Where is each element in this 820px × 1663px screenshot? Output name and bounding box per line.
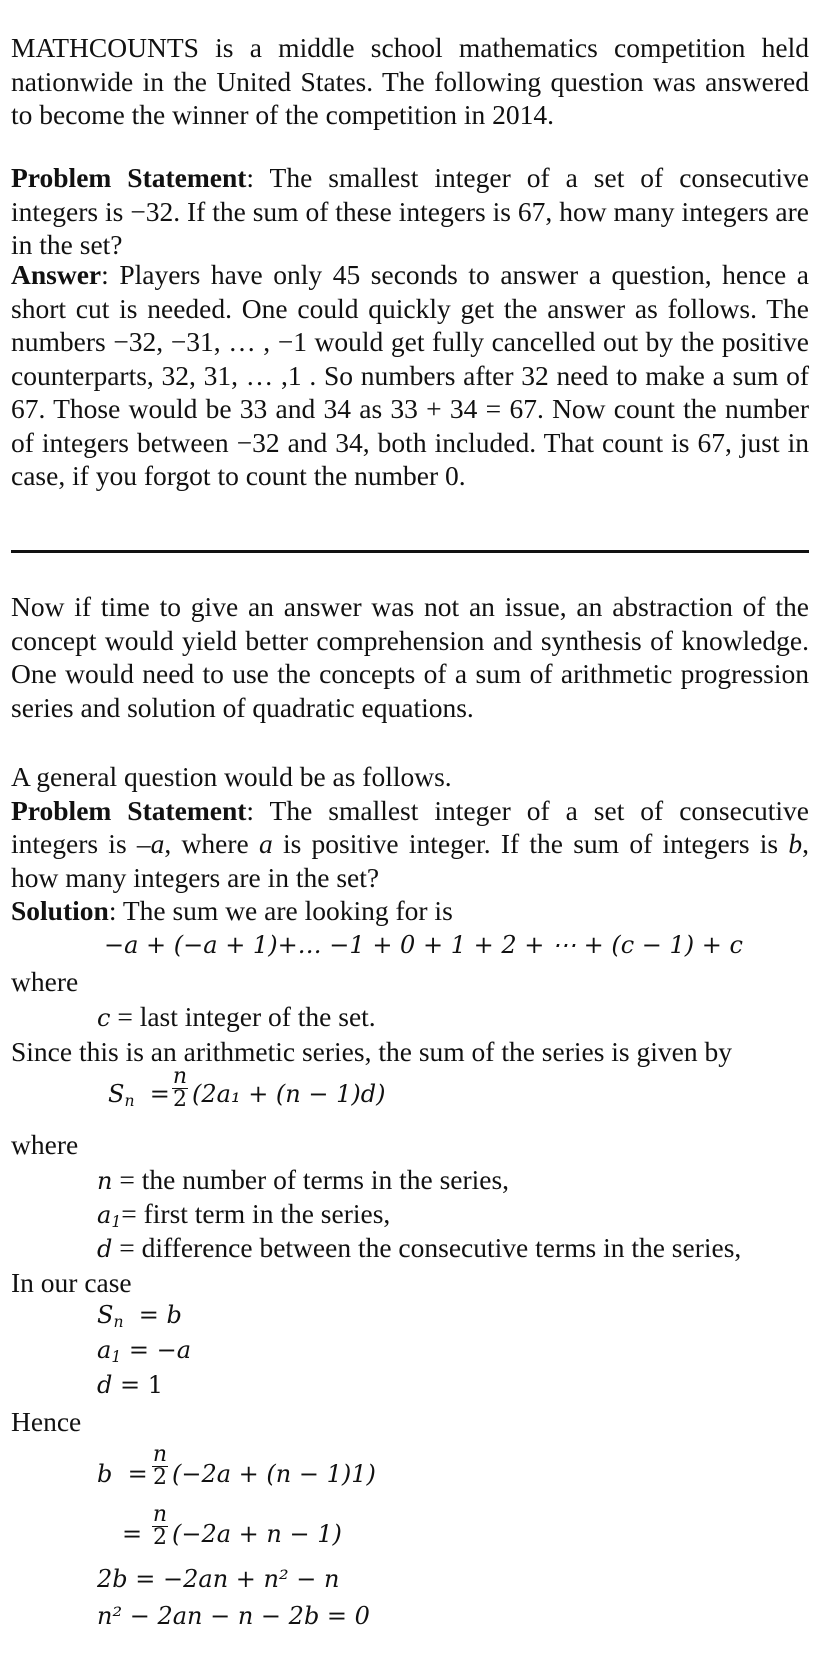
case-d-rhs: = 1	[112, 1371, 164, 1399]
c-def-var: c	[97, 1004, 111, 1032]
sn-fraction: n 2	[172, 1064, 188, 1112]
def-d: d = difference between the consecutive terms in the series,	[97, 1232, 742, 1263]
problem-2-var-b: b	[788, 828, 803, 859]
abstraction-paragraph	[11, 590, 809, 724]
answer-text: : Players have only 45 seconds to answer a question, hence a short cut is needed. One could quickly get the answer as follows. The numbers −32, −31, … , −1 would get fully cancelled out by the positive counterparts, 32, 31, … ,1 . So numbers after 32 need to make a sum of 67. Those would be 33 and 34 as 33 + 34 = 67. Now count the number of integers between −32 and 34, both included. That count is 67, just in case, if you forgot to count the number 0.	[11, 259, 809, 491]
case-a1: $a_1 = -a$	[97, 1336, 192, 1366]
case-sn: $S_n = b$	[97, 1301, 182, 1331]
problem-2-var-a: a	[150, 828, 165, 859]
sum-expression: −a + (−a + 1)+… −1 + 0 + 1 + 2 + ⋯ + (c − 1) + c	[104, 931, 743, 959]
eq3: 2b = −2an + n² − n	[97, 1565, 340, 1593]
case-sn-rhs: = b	[138, 1301, 182, 1329]
eq1-rhs: (−2a + (n − 1)1)	[172, 1460, 376, 1488]
problem-2-text-a: : The smallest integer of a set of consecutive integers is –	[11, 794, 810, 859]
c-def-text: = last integer of the set.	[110, 1001, 376, 1032]
problem-2-var-a2: a	[258, 828, 273, 859]
eq2-lhs: =	[122, 1520, 143, 1548]
problem-2-text-d: , how many integers are in the set?	[11, 828, 809, 893]
def-n-text: = the number of terms in the series,	[112, 1164, 510, 1195]
abstraction-text: Now if time to give an answer was not an issue, an abstraction of the concept would yield better comprehension and synthesis of knowledge. One would need to use the concepts of a sum of arithmetic progression series and solution of quadratic equations.	[11, 591, 809, 723]
problem-2-text-c: is positive integer. If the sum of integers is	[272, 828, 789, 859]
problem-1-label: Problem Statement	[11, 162, 247, 193]
solution-label: Solution	[11, 895, 109, 926]
def-a1: $a_1=$ first term in the series,	[97, 1198, 391, 1231]
c-definition	[97, 1000, 376, 1035]
def-a1-text: = first term in the series,	[121, 1198, 391, 1229]
series-sentence: Since this is an arithmetic series, the sum of the series is given by	[11, 1036, 732, 1067]
problem-1-paragraph	[11, 161, 809, 262]
general-question-paragraph	[11, 760, 809, 928]
eq1-lhs: b =	[97, 1460, 148, 1488]
our-case-label: In our case	[11, 1267, 132, 1298]
section-divider	[11, 550, 809, 553]
sn-lhs: $S_n$ =	[108, 1080, 170, 1110]
eq1-fraction: n 2	[152, 1442, 168, 1490]
intro-paragraph	[11, 31, 809, 132]
answer-label: Answer	[11, 259, 102, 290]
eq2-rhs: (−2a + n − 1)	[172, 1520, 342, 1548]
intro-text: MATHCOUNTS is a middle school mathematics competition held nationwide in the United States. The following question was answered to become the winner of the competition in 2014.	[11, 32, 809, 130]
hence-label: Hence	[11, 1406, 82, 1437]
problem-2-label: Problem Statement	[11, 794, 247, 826]
def-n: n = the number of terms in the series,	[97, 1164, 510, 1195]
general-intro-text: A general question would be as follows.	[11, 761, 452, 792]
where-label-1: where	[11, 966, 79, 997]
problem-1-text: : The smallest integer of a set of consecutive integers is −32. If the sum of these integers is 67, how many integers are in the set?	[11, 162, 810, 260]
case-d: d = 1	[97, 1371, 164, 1399]
case-a1-rhs: = −a	[121, 1336, 192, 1364]
def-d-text: = difference between the consecutive terms in the series,	[112, 1232, 742, 1263]
eq2-fraction: n 2	[152, 1502, 168, 1550]
sn-formula-rhs: (2a₁ + (n − 1)d)	[192, 1080, 386, 1108]
eq4: n² − 2an − n − 2b = 0	[97, 1602, 370, 1630]
answer-paragraph	[11, 258, 809, 493]
where-label-2: where	[11, 1129, 79, 1160]
solution-text: : The sum we are looking for is	[108, 895, 453, 926]
problem-2-text-b: , where	[164, 828, 259, 859]
